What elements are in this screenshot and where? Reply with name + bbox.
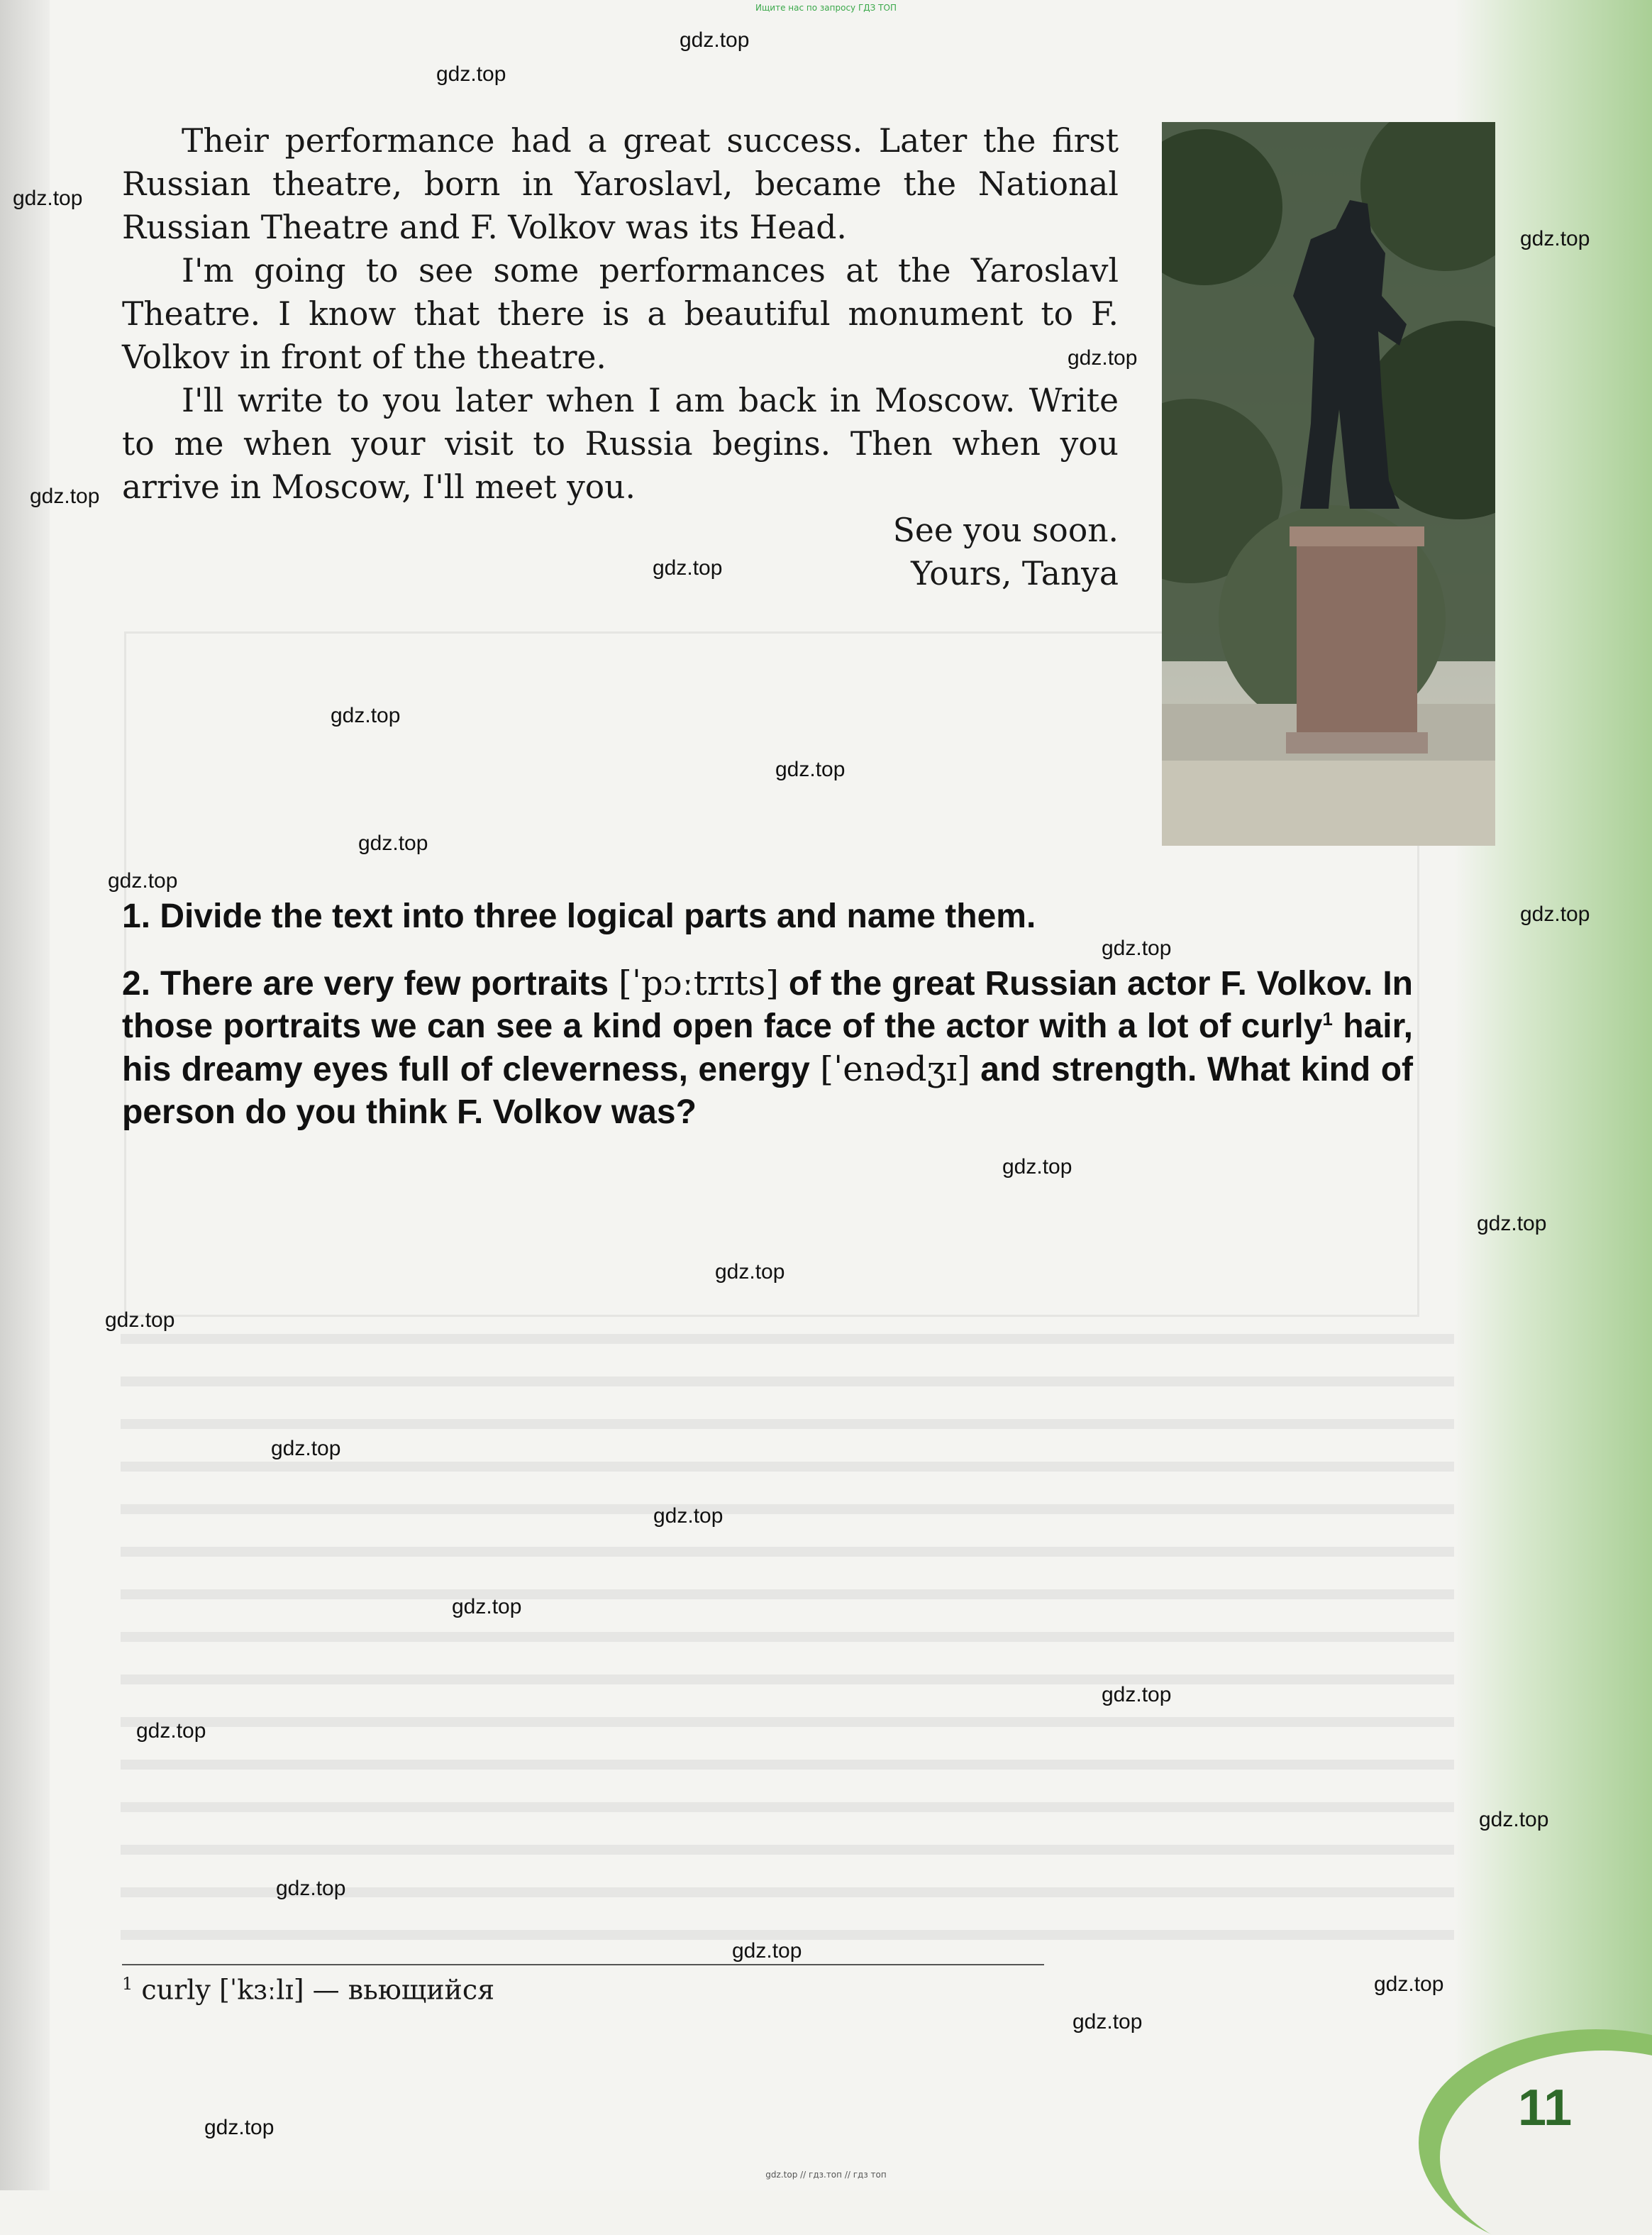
transcription: [ˈpɔːtrɪts] bbox=[619, 964, 779, 1003]
watermark: gdz.top bbox=[204, 2116, 275, 2139]
exercise-1: 1. Divide the text into three logical parts and name them. bbox=[122, 898, 1036, 935]
exercise-2-text: 2. There are very few portraits bbox=[122, 965, 619, 1003]
letter-paragraph: I'll write to you later when I am back in Moscow. Write to me when your visit to Russia begins. Then when you arrive in Moscow, I'll meet you. bbox=[122, 382, 1119, 506]
watermark: gdz.top bbox=[1479, 1808, 1549, 1831]
watermark: gdz.top bbox=[276, 1877, 346, 1900]
exercise-2-text: hair, his dreamy eyes full of cleverness, energy bbox=[122, 1008, 1413, 1088]
bottom-note: gdz.top // гдз.топ // гдз топ bbox=[765, 2170, 887, 2180]
volkov-monument-photo bbox=[1162, 122, 1495, 846]
watermark: gdz.top bbox=[653, 1504, 724, 1528]
exercise-2-text: of the great Russian actor F. Volkov. In those portraits we can see a kind open face of the actor with a lot of curly bbox=[122, 965, 1413, 1045]
watermark: gdz.top bbox=[1477, 1212, 1547, 1235]
watermark: gdz.top bbox=[105, 1308, 175, 1332]
gutter-shadow bbox=[0, 0, 50, 2190]
watermark: gdz.top bbox=[775, 758, 846, 781]
watermark: gdz.top bbox=[452, 1595, 522, 1618]
watermark: gdz.top bbox=[358, 832, 428, 855]
watermark: gdz.top bbox=[436, 62, 506, 86]
watermark: gdz.top bbox=[680, 28, 750, 52]
watermark: gdz.top bbox=[653, 556, 723, 580]
watermark: gdz.top bbox=[13, 187, 83, 210]
exercises bbox=[122, 895, 1413, 1158]
watermark: gdz.top bbox=[136, 1719, 206, 1743]
watermark: gdz.top bbox=[1102, 937, 1172, 960]
exercise-2 bbox=[122, 962, 1413, 1134]
footnote-text: curly [ˈkɜːlɪ] — вьющийся bbox=[133, 1974, 495, 2006]
footnote-mark: 1 bbox=[122, 1974, 133, 1994]
watermark: gdz.top bbox=[1102, 1683, 1172, 1706]
watermark: gdz.top bbox=[1520, 903, 1590, 926]
monument-illustration bbox=[1162, 122, 1495, 846]
footnote-divider bbox=[122, 1964, 1044, 1965]
letter-closing: See you soon. bbox=[892, 512, 1119, 549]
exercise-2-text: and strength. What kind of person do you think F. Volkov was? bbox=[122, 1051, 1413, 1131]
letter-paragraph: I'm going to see some performances at the Yaroslavl Theatre. I know that there is a beautiful monument to F. Volkov in front of the theatre. bbox=[122, 252, 1119, 376]
watermark: gdz.top bbox=[1002, 1155, 1072, 1179]
watermark: gdz.top bbox=[108, 869, 178, 893]
watermark: gdz.top bbox=[732, 1939, 802, 1963]
watermark: gdz.top bbox=[331, 704, 401, 727]
transcription: [ˈenədʒɪ] bbox=[820, 1049, 970, 1089]
watermark: gdz.top bbox=[715, 1260, 785, 1284]
letter-text bbox=[122, 119, 1119, 595]
watermark: gdz.top bbox=[1068, 346, 1138, 370]
watermark: gdz.top bbox=[1520, 227, 1590, 250]
footnote bbox=[122, 1974, 494, 2006]
watermark: gdz.top bbox=[1374, 1972, 1444, 1996]
watermark: gdz.top bbox=[1072, 2010, 1143, 2033]
page-number: 11 bbox=[1518, 2080, 1573, 2136]
watermark: gdz.top bbox=[271, 1437, 341, 1460]
letter-paragraph: Their performance had a great success. Later the first Russian theatre, born in Yaroslavl, became the National Russian Theatre and F. Volkov was its Head. bbox=[122, 122, 1119, 246]
letter-signature: Yours, Tanya bbox=[911, 555, 1119, 592]
search-note: Ищите нас по запросу ГДЗ ТОП bbox=[755, 3, 897, 13]
footnote-ref: 1 bbox=[1322, 1008, 1333, 1030]
watermark: gdz.top bbox=[30, 485, 100, 508]
